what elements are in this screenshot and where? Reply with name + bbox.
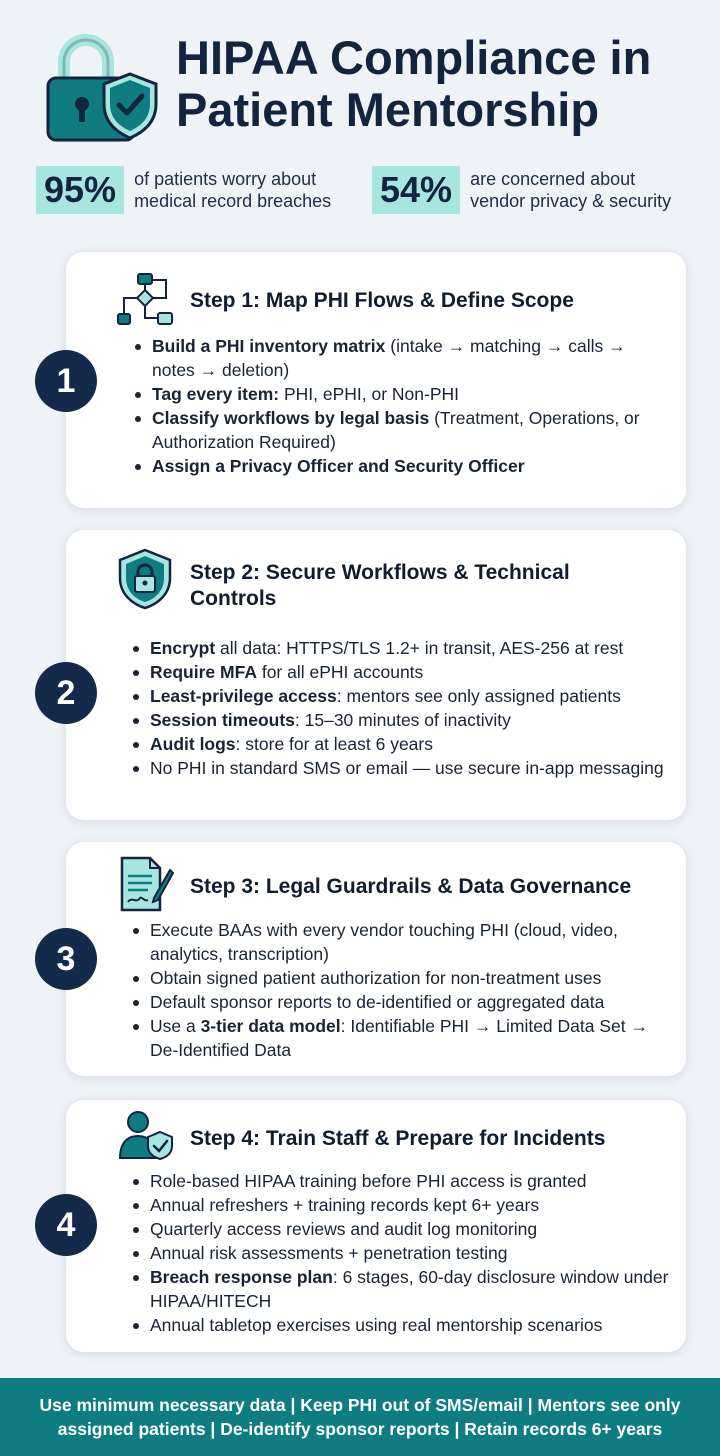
list-item: Breach response plan: 6 stages, 60-day disclosure window under HIPAA/HITECH [150,1267,669,1311]
step-number-badge: 4 [35,1194,97,1256]
list-item: Obtain signed patient authorization for non-treatment uses [150,966,670,990]
list-item: Require MFA for all ePHI accounts [150,660,670,684]
list-item: Audit logs: store for at least 6 years [150,732,670,756]
step-bullets [150,918,670,1062]
list-item: Annual refreshers + training records kept 6+ years [150,1193,670,1217]
list-item: Encrypt all data: HTTPS/TLS 1.2+ in transit, AES-256 at rest [150,636,670,660]
step-title: Step 2: Secure Workflows & Technical Controls [190,561,570,610]
step-number-badge: 3 [35,928,97,990]
list-item: Classify workflows by legal basis (Treatment, Operations, or Authorization Required) [152,406,662,454]
person-shield-icon [118,1108,174,1160]
list-item: Tag every item: PHI, ePHI, or Non-PHI [152,382,662,406]
list-item: Default sponsor reports to de-identified or aggregated data [150,990,670,1014]
step-number-badge: 2 [35,662,97,724]
flowchart-icon [116,272,174,328]
stat-value: 95% [36,166,124,214]
step-bullets [152,334,662,478]
stats-row [0,164,720,216]
list-item: Build a PHI inventory matrix (intake → matching → calls → notes → deletion) [152,334,662,382]
list-item: Role-based HIPAA training before PHI access is granted [150,1169,670,1193]
step-bullets [150,636,670,780]
header [0,0,720,150]
list-item: Execute BAAs with every vendor touching PHI (cloud, video, analytics, transcription) [150,918,670,966]
footer-banner: Use minimum necessary data | Keep PHI out of SMS/email | Mentors see only assigned patients | De-identify sponsor reports | Retain records 6+ years [0,1378,720,1456]
step-title: Step 3: Legal Guardrails & Data Governance [190,875,632,898]
list-item: Annual tabletop exercises using real mentorship scenarios [150,1313,670,1337]
stat-description: of patients worry about medical record breaches [134,169,332,211]
stat-description: are concerned about vendor privacy & security [470,169,672,211]
step-title: Step 1: Map PHI Flows & Define Scope [190,289,574,312]
list-item: No PHI in standard SMS or email — use secure in-app messaging [150,756,670,780]
stat-patients-worry [36,164,331,216]
list-item: Use a 3-tier data model: Identifiable PHI → Limited Data Set → De-Identified Data [150,1014,670,1062]
lock-shield-icon [44,34,160,142]
list-item: Annual risk assessments + penetration testing [150,1241,670,1265]
step-number-badge: 1 [35,350,97,412]
page-title: HIPAA Compliance in Patient Mentorship [176,31,652,136]
list-item: Quarterly access reviews and audit log monitoring [150,1217,670,1241]
list-item: Assign a Privacy Officer and Security Officer [152,454,662,478]
list-item: Least-privilege access: mentors see only assigned patients [150,684,670,708]
list-item: Session timeouts: 15–30 minutes of inactivity [150,708,670,732]
step-bullets [150,1169,670,1337]
stat-vendor-concern [372,164,671,216]
shield-lock-icon [118,548,172,610]
step-title: Step 4: Train Staff & Prepare for Incidents [190,1127,606,1150]
stat-value: 54% [372,166,460,214]
signed-document-icon [118,856,174,912]
